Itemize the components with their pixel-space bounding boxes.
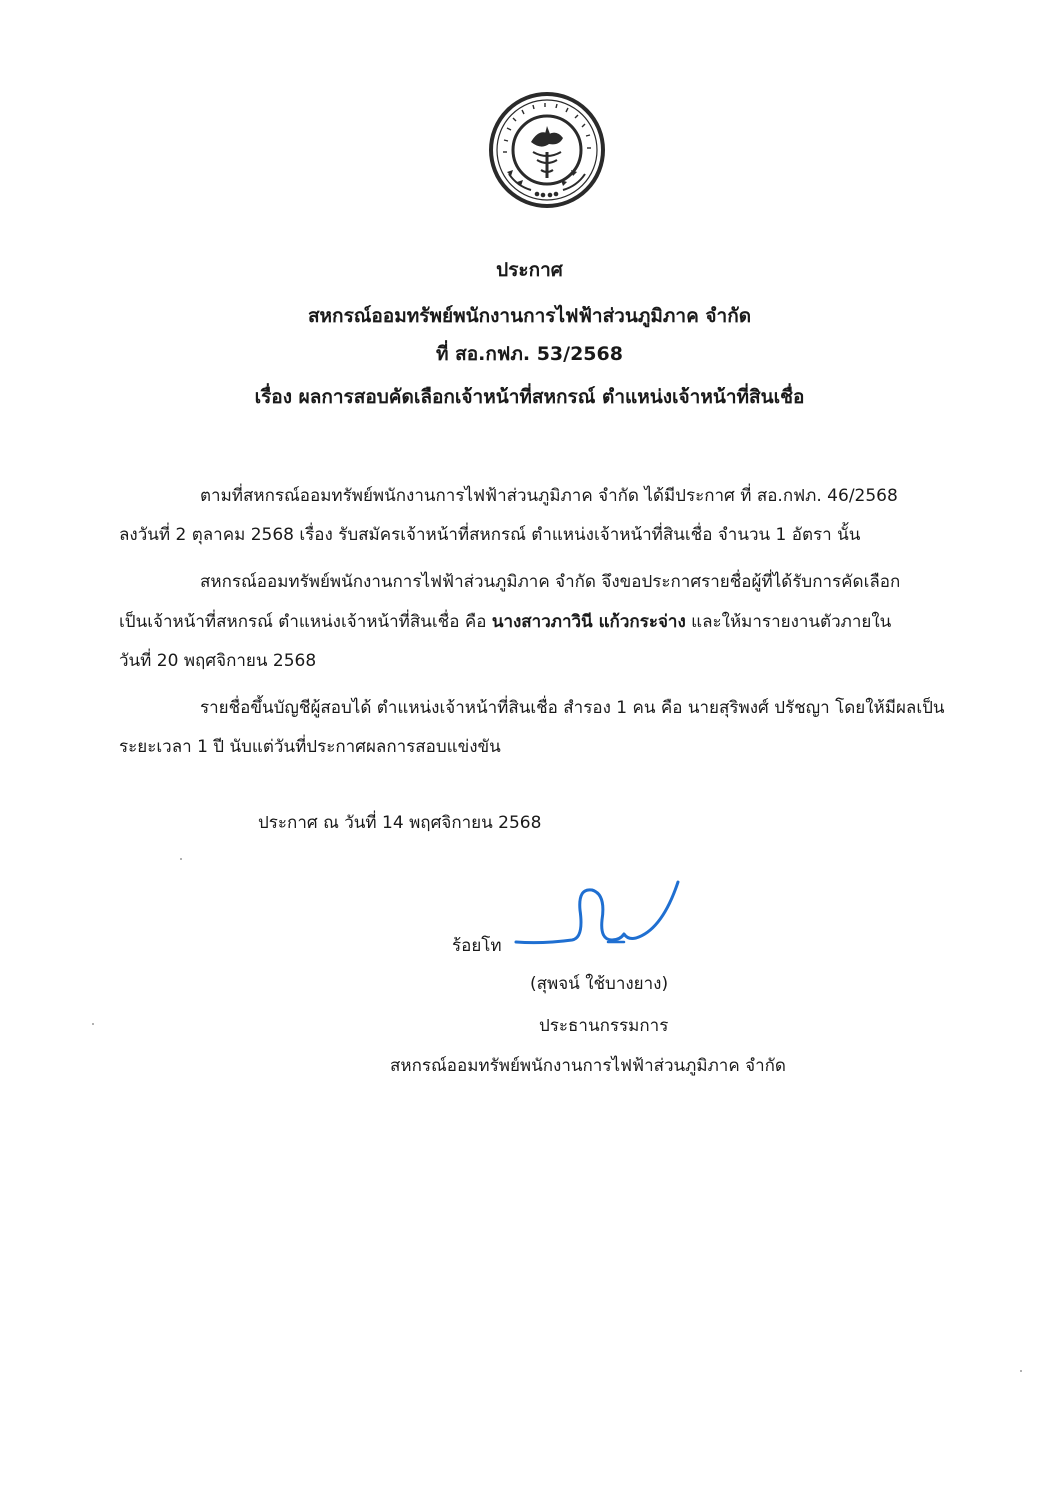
paragraph-1-line-2: ลงวันที่ 2 ตุลาคม 2568 เรื่อง รับสมัครเจ้าหน้าที่สหกรณ์ ตำแหน่งเจ้าหน้าที่สินเชื่อ จำนวน 1 อัตรา นั้น	[119, 525, 861, 545]
signer-position: ประธานกรรมการ	[539, 1016, 669, 1036]
paragraph-2-line-1: สหกรณ์ออมทรัพย์พนักงานการไฟฟ้าส่วนภูมิภาค จำกัด จึงขอประกาศรายชื่อผู้ที่ได้รับการคัดเลือก	[200, 572, 901, 592]
paragraph-2-text-before: เป็นเจ้าหน้าที่สหกรณ์ ตำแหน่งเจ้าหน้าที่สินเชื่อ คือ	[119, 612, 487, 632]
scan-speck	[180, 858, 182, 860]
paragraph-3-line-2: ระยะเวลา 1 ปี นับแต่วันที่ประกาศผลการสอบแข่งขัน	[119, 737, 501, 757]
paragraph-2-line-2	[119, 610, 891, 634]
paragraph-3-line-1: รายชื่อขึ้นบัญชีผู้สอบได้ ตำแหน่งเจ้าหน้าที่สินเชื่อ สำรอง 1 คน คือ นายสุริพงศ์ ปรัชญา โดยให้มีผลเป็น	[200, 698, 945, 718]
announcement-number: ที่ สอ.กฟภ. 53/2568	[436, 343, 623, 365]
signature-icon	[512, 870, 692, 960]
signer-rank: ร้อยโท	[452, 936, 502, 956]
paragraph-2-line-3: วันที่ 20 พฤศจิกายน 2568	[119, 651, 317, 671]
selected-candidate-name: นางสาวภาวินี แก้วกระจ่าง	[491, 612, 686, 632]
scan-speck	[1020, 1370, 1022, 1372]
paragraph-2-text-after: และให้มารายงานตัวภายใน	[691, 612, 892, 632]
announcement-subject: เรื่อง ผลการสอบคัดเลือกเจ้าหน้าที่สหกรณ์ ตำแหน่งเจ้าหน้าที่สินเชื่อ	[254, 386, 805, 408]
signer-name: (สุพจน์ ใช้บางยาง)	[530, 974, 669, 994]
handwritten-signature	[512, 870, 692, 960]
announcement-title: ประกาศ	[496, 259, 563, 281]
seal-emblem-icon	[487, 90, 607, 210]
organization-name: สหกรณ์ออมทรัพย์พนักงานการไฟฟ้าส่วนภูมิภาค จำกัด	[307, 305, 752, 327]
signer-organization: สหกรณ์ออมทรัพย์พนักงานการไฟฟ้าส่วนภูมิภาค จำกัด	[390, 1056, 786, 1076]
cooperative-seal	[487, 90, 607, 210]
announcement-date: ประกาศ ณ วันที่ 14 พฤศจิกายน 2568	[258, 813, 542, 833]
scan-speck	[92, 1023, 94, 1025]
paragraph-1-line-1: ตามที่สหกรณ์ออมทรัพย์พนักงานการไฟฟ้าส่วนภูมิภาค จำกัด ได้มีประกาศ ที่ สอ.กฟภ. 46/2568	[200, 486, 898, 506]
